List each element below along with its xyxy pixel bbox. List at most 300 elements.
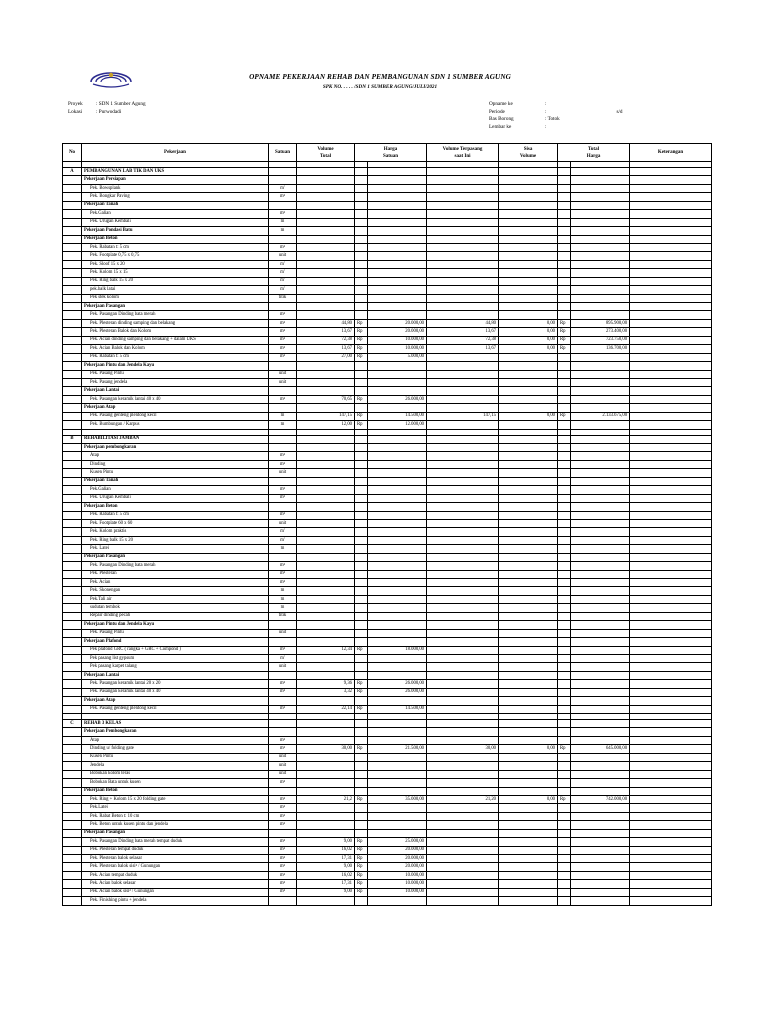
table-cell <box>427 421 499 429</box>
table-cell <box>427 469 499 477</box>
table-cell <box>368 536 427 544</box>
header-volume-terpasang: Volume Terpasang saat Ini <box>427 144 499 162</box>
table-cell <box>427 353 499 361</box>
table-cell <box>571 362 630 370</box>
table-cell <box>558 269 571 277</box>
table-cell <box>499 460 558 468</box>
table-cell <box>630 362 712 370</box>
table-cell <box>355 235 368 243</box>
table-cell: Pekerjaan Tanah <box>82 201 269 209</box>
table-cell <box>368 579 427 587</box>
table-cell <box>297 511 355 519</box>
table-cell <box>571 486 630 494</box>
table-cell <box>499 762 558 770</box>
table-row <box>63 654 712 662</box>
table-row <box>63 260 712 268</box>
table-row <box>63 829 712 837</box>
table-row <box>63 319 712 327</box>
table-cell <box>427 511 499 519</box>
table-cell <box>427 579 499 587</box>
table-cell <box>297 452 355 460</box>
table-cell <box>630 311 712 319</box>
table-cell: Pek. Skonengan <box>82 587 269 595</box>
table-cell <box>558 720 571 728</box>
table-cell <box>571 477 630 485</box>
table-cell: 12.000,00 <box>368 421 427 429</box>
table-cell <box>571 519 630 527</box>
table-cell <box>427 218 499 226</box>
table-cell <box>368 486 427 494</box>
table-cell <box>558 638 571 646</box>
table-cell <box>630 646 712 654</box>
table-cell <box>355 404 368 412</box>
table-cell <box>297 604 355 612</box>
table-cell: Kusen Pintu <box>82 753 269 761</box>
table-cell <box>427 871 499 879</box>
table-cell: Pek pasang list gypsum <box>82 654 269 662</box>
table-cell <box>368 671 427 679</box>
table-cell <box>355 201 368 209</box>
table-cell <box>558 545 571 553</box>
table-row <box>63 378 712 386</box>
table-cell <box>269 444 297 452</box>
table-cell <box>499 353 558 361</box>
table-cell <box>571 435 630 443</box>
table-cell: m² <box>269 452 297 460</box>
table-cell <box>269 477 297 485</box>
table-cell <box>63 638 82 646</box>
table-cell <box>558 728 571 736</box>
table-cell <box>499 452 558 460</box>
table-cell <box>427 663 499 671</box>
table-cell <box>63 511 82 519</box>
table-cell: m² <box>269 243 297 251</box>
table-cell <box>571 753 630 761</box>
table-cell: m² <box>269 821 297 829</box>
table-cell <box>427 779 499 787</box>
table-row <box>63 812 712 820</box>
table-cell <box>427 570 499 578</box>
table-cell: 17,31 <box>297 855 355 863</box>
table-cell <box>297 829 355 837</box>
table-cell <box>355 553 368 561</box>
table-cell <box>571 804 630 812</box>
table-cell <box>297 629 355 637</box>
table-cell: Repair dinding pecah <box>82 612 269 620</box>
table-cell <box>630 511 712 519</box>
table-cell <box>63 753 82 761</box>
table-cell <box>630 671 712 679</box>
table-cell: Pek. Kolom praktis <box>82 528 269 536</box>
table-cell <box>558 604 571 612</box>
table-cell <box>630 855 712 863</box>
table-cell <box>571 536 630 544</box>
table-cell <box>269 176 297 184</box>
table-cell <box>355 787 368 795</box>
table-row <box>63 511 712 519</box>
table-cell <box>355 477 368 485</box>
table-cell <box>355 218 368 226</box>
table-cell <box>571 846 630 854</box>
table-cell <box>297 720 355 728</box>
table-row <box>63 494 712 502</box>
table-cell <box>630 387 712 395</box>
proyek-value: : SDN 1 Sumber Agung <box>96 101 146 107</box>
table-cell <box>571 629 630 637</box>
table-cell <box>499 511 558 519</box>
header-harga-satuan: Harga Satuan <box>355 144 427 162</box>
table-cell <box>63 770 82 778</box>
table-cell <box>571 671 630 679</box>
table-cell: Pek.Galian <box>82 486 269 494</box>
table-cell <box>297 260 355 268</box>
table-cell <box>297 553 355 561</box>
table-cell <box>571 812 630 820</box>
table-cell <box>499 553 558 561</box>
table-cell: unit <box>269 762 297 770</box>
table-cell <box>499 629 558 637</box>
table-cell <box>63 336 82 344</box>
table-cell <box>368 897 427 905</box>
table-cell <box>297 821 355 829</box>
table-cell <box>558 378 571 386</box>
table-cell <box>427 519 499 527</box>
table-cell <box>499 855 558 863</box>
table-cell <box>63 880 82 888</box>
table-cell <box>630 469 712 477</box>
table-cell <box>427 387 499 395</box>
table-cell <box>571 697 630 705</box>
table-cell <box>499 663 558 671</box>
table-cell <box>297 311 355 319</box>
table-row <box>63 720 712 728</box>
table-cell <box>499 829 558 837</box>
table-cell: Pek pasang karpet talang <box>82 663 269 671</box>
table-cell <box>355 269 368 277</box>
table-cell <box>368 252 427 260</box>
table-cell: Rp <box>355 745 368 753</box>
table-cell: 273.400,00 <box>571 328 630 336</box>
table-cell <box>427 880 499 888</box>
table-cell <box>571 193 630 201</box>
table-cell <box>571 252 630 260</box>
table-cell <box>269 897 297 905</box>
table-cell <box>499 595 558 603</box>
table-cell <box>297 193 355 201</box>
table-cell <box>571 511 630 519</box>
table-cell <box>355 519 368 527</box>
table-cell <box>571 184 630 192</box>
table-cell: Rp <box>355 412 368 420</box>
table-row <box>63 168 712 176</box>
table-cell <box>558 184 571 192</box>
table-cell <box>630 880 712 888</box>
table-cell: Rp <box>355 345 368 353</box>
table-cell: Rp <box>558 795 571 803</box>
table-body <box>63 162 712 906</box>
table-cell: Rp <box>355 421 368 429</box>
table-row <box>63 469 712 477</box>
table-cell <box>427 545 499 553</box>
table-cell <box>297 494 355 502</box>
table-cell <box>368 697 427 705</box>
table-cell <box>571 762 630 770</box>
table-cell <box>368 184 427 192</box>
table-cell: m' <box>269 654 297 662</box>
table-cell: Pek.Galian <box>82 210 269 218</box>
table-cell <box>427 720 499 728</box>
table-cell <box>499 252 558 260</box>
table-cell <box>269 201 297 209</box>
table-cell <box>630 184 712 192</box>
lembar-label: Lembar ke <box>489 123 512 130</box>
table-row <box>63 243 712 251</box>
table-cell <box>427 621 499 629</box>
table-cell <box>499 528 558 536</box>
table-cell <box>297 444 355 452</box>
table-cell <box>558 243 571 251</box>
table-cell <box>558 353 571 361</box>
table-cell <box>630 353 712 361</box>
table-cell <box>368 638 427 646</box>
table-cell <box>427 838 499 846</box>
table-cell: 14.500,00 <box>368 412 427 420</box>
table-cell <box>297 621 355 629</box>
table-cell <box>63 579 82 587</box>
table-cell: Rp <box>355 855 368 863</box>
table-cell <box>571 654 630 662</box>
table-cell <box>63 745 82 753</box>
table-cell <box>558 460 571 468</box>
table-cell <box>427 629 499 637</box>
table-cell: Pekerjaan Pondasi Batu <box>82 227 269 235</box>
table-cell <box>297 362 355 370</box>
header-keterangan: Keterangan <box>630 144 712 162</box>
table-cell <box>499 753 558 761</box>
table-cell <box>630 897 712 905</box>
table-cell <box>571 353 630 361</box>
table-cell <box>427 787 499 795</box>
periode-sd: s/d <box>616 108 623 115</box>
table-cell <box>630 545 712 553</box>
table-cell: m² <box>269 460 297 468</box>
table-cell <box>63 395 82 403</box>
table-cell: Dinding u/ folding gate <box>82 745 269 753</box>
table-cell: 13,67 <box>427 328 499 336</box>
table-cell <box>427 612 499 620</box>
table-row <box>63 227 712 235</box>
table-cell: Pek. Pasangan keramik lantai 40 x 40 <box>82 688 269 696</box>
table-cell <box>63 176 82 184</box>
table-cell: Pek stek kolom <box>82 294 269 302</box>
table-cell <box>368 435 427 443</box>
table-row <box>63 795 712 803</box>
table-cell: 723.750,00 <box>571 336 630 344</box>
table-cell: Pek plafond GRC ( rangka + GRC + Compond ) <box>82 646 269 654</box>
table-cell <box>63 235 82 243</box>
table-cell <box>297 227 355 235</box>
table-cell <box>427 587 499 595</box>
table-cell: Pek. Ring balk 15 x 20 <box>82 277 269 285</box>
table-cell <box>558 846 571 854</box>
table-cell <box>427 176 499 184</box>
table-cell <box>499 168 558 176</box>
table-row <box>63 888 712 896</box>
table-cell <box>571 821 630 829</box>
table-cell <box>63 421 82 429</box>
table-cell <box>368 753 427 761</box>
table-cell <box>427 855 499 863</box>
table-row <box>63 452 712 460</box>
table-cell: Pek. Acian Balok dan Kolom <box>82 345 269 353</box>
table-cell <box>499 294 558 302</box>
table-cell: m <box>269 604 297 612</box>
table-cell <box>63 736 82 744</box>
table-cell <box>571 829 630 837</box>
table-cell <box>427 671 499 679</box>
table-cell <box>499 779 558 787</box>
table-row <box>63 604 712 612</box>
table-cell <box>558 452 571 460</box>
table-cell <box>368 654 427 662</box>
table-cell <box>355 753 368 761</box>
table-cell <box>558 570 571 578</box>
table-cell <box>571 570 630 578</box>
table-cell <box>499 503 558 511</box>
table-cell <box>355 370 368 378</box>
table-cell <box>427 311 499 319</box>
table-cell <box>571 880 630 888</box>
table-cell <box>499 395 558 403</box>
table-cell: Pekerjaan Lantai <box>82 671 269 679</box>
table-cell <box>558 210 571 218</box>
table-cell: 17,31 <box>297 880 355 888</box>
table-cell: Pek. Acian dinding samping dan belakang + dalam UKS <box>82 336 269 344</box>
table-cell: 21,20 <box>427 795 499 803</box>
table-cell: Pek. Pasangan Dinding bata merah tempat duduk <box>82 838 269 846</box>
table-cell <box>355 829 368 837</box>
table-cell <box>297 519 355 527</box>
table-cell <box>63 897 82 905</box>
table-cell: Pekerjaan Persiapan <box>82 176 269 184</box>
table-cell <box>499 536 558 544</box>
table-cell <box>355 897 368 905</box>
table-cell <box>63 787 82 795</box>
table-cell: m <box>269 595 297 603</box>
table-cell <box>499 871 558 879</box>
table-cell: Pekerjaan pembongkaran <box>82 444 269 452</box>
table-cell: Dinding <box>82 460 269 468</box>
table-cell: 27,00 <box>297 353 355 361</box>
table-cell: Pek. Acian <box>82 579 269 587</box>
table-cell <box>558 494 571 502</box>
table-cell <box>558 511 571 519</box>
table-cell <box>427 846 499 854</box>
table-cell <box>355 536 368 544</box>
table-cell <box>368 604 427 612</box>
table-cell: Pek. Rabatan t: 5 cm <box>82 511 269 519</box>
table-cell <box>499 736 558 744</box>
table-cell <box>368 779 427 787</box>
table-cell <box>63 705 82 713</box>
table-cell: 22,14 <box>297 705 355 713</box>
table-cell <box>63 804 82 812</box>
table-cell <box>499 897 558 905</box>
table-cell <box>499 570 558 578</box>
table-cell <box>297 612 355 620</box>
table-cell: 9,00 <box>297 838 355 846</box>
table-cell: unit <box>269 378 297 386</box>
table-cell <box>558 587 571 595</box>
table-cell <box>355 779 368 787</box>
table-cell <box>368 404 427 412</box>
table-cell <box>630 252 712 260</box>
table-cell <box>558 829 571 837</box>
table-cell <box>571 201 630 209</box>
table-cell: Pek. Plesteran balok selasar <box>82 855 269 863</box>
table-cell <box>630 654 712 662</box>
table-cell <box>558 779 571 787</box>
table-row <box>63 486 712 494</box>
table-cell <box>297 897 355 905</box>
table-cell <box>571 595 630 603</box>
table-cell <box>368 378 427 386</box>
table-cell: titik <box>269 612 297 620</box>
table-row <box>63 460 712 468</box>
table-cell <box>571 604 630 612</box>
table-cell <box>368 804 427 812</box>
table-cell <box>630 277 712 285</box>
table-cell: 147,15 <box>297 412 355 420</box>
table-cell: 10.000,00 <box>368 336 427 344</box>
table-cell <box>427 654 499 662</box>
table-cell <box>355 595 368 603</box>
table-cell <box>499 469 558 477</box>
table-cell <box>558 753 571 761</box>
table-cell <box>571 855 630 863</box>
table-cell <box>571 176 630 184</box>
table-row <box>63 235 712 243</box>
table-cell <box>269 235 297 243</box>
table-cell: Atap <box>82 452 269 460</box>
table-cell: Pekerjaan Pembongkaran <box>82 728 269 736</box>
table-cell <box>427 536 499 544</box>
table-cell: Pek. Acian balok sisi² / Gunungan <box>82 888 269 896</box>
table-cell: Pekerjaan Beton <box>82 787 269 795</box>
table-row <box>63 519 712 527</box>
table-cell <box>558 804 571 812</box>
table-cell: 10.000,00 <box>368 888 427 896</box>
table-cell <box>630 486 712 494</box>
table-cell <box>499 612 558 620</box>
table-cell <box>630 736 712 744</box>
table-cell <box>558 612 571 620</box>
table-cell <box>558 435 571 443</box>
header-volume-total: Volume Total <box>297 144 355 162</box>
table-cell: 645.000,00 <box>571 745 630 753</box>
table-cell <box>427 705 499 713</box>
table-cell <box>571 218 630 226</box>
table-cell <box>355 812 368 820</box>
table-cell: m² <box>269 353 297 361</box>
table-cell <box>558 863 571 871</box>
table-cell: unit <box>269 629 297 637</box>
table-row <box>63 286 712 294</box>
table-cell: Kusen Pintu <box>82 469 269 477</box>
table-cell <box>558 168 571 176</box>
table-cell <box>297 736 355 744</box>
table-cell <box>297 587 355 595</box>
